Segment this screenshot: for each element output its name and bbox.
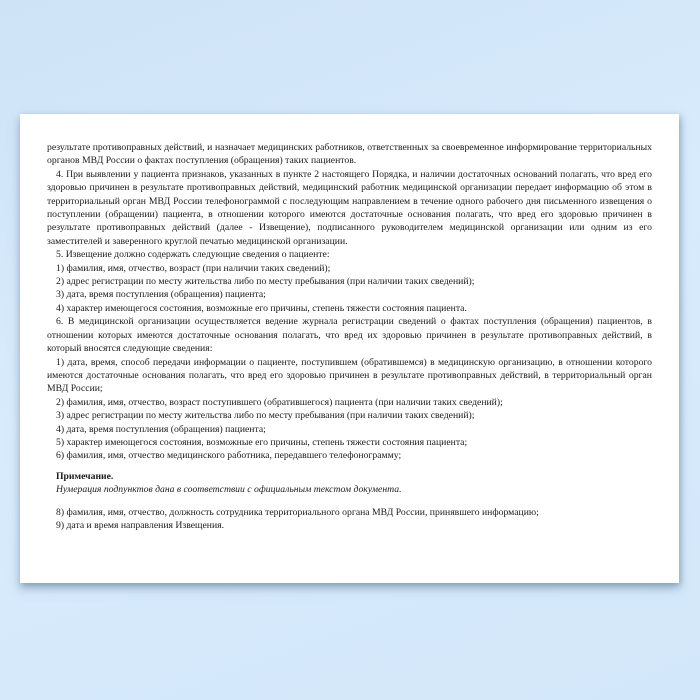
paragraph-journal-subitem-4: 4) дата, время поступления (обращения) пациента; <box>56 423 266 435</box>
paragraph-journal-subitem-9: 9) дата и время направления Извещения. <box>56 519 225 531</box>
document-text <box>47 141 652 532</box>
paragraph-journal-subitem-8: 8) фамилия, имя, отчество, должность сотрудника территориального органа МВД России, принявшего информацию; <box>56 506 539 518</box>
paragraph-journal-subitem-5: 5) характер имеющегося состояния, возможные его причины, степень тяжести состояния пациента; <box>56 436 468 448</box>
paragraph-journal-subitem-3: 3) адрес регистрации по месту жительства либо по месту пребывания (при наличии таких сведений); <box>56 410 475 422</box>
note-heading: Примечание. <box>56 470 114 482</box>
paragraph-journal-subitem-2: 2) фамилия, имя, отчество, возраст поступившего (обратившегося) пациента (при наличии таких сведений); <box>56 396 503 408</box>
paragraph-journal-subitem-1: 1) дата, время, способ передачи информации о пациенте, поступившем (обратившемся) в медицинскую организацию, в отношении которого имеются достаточные основания полагать, что вред его здоровью причинен в результате противоправных действий, в территориальный орган МВД России; <box>47 356 652 395</box>
note-text: Нумерация подпунктов дана в соответствии с официальным текстом документа. <box>56 484 402 496</box>
paragraph-item-6: 6. В медицинской организации осуществляется ведение журнала регистрации сведений о фактах поступления (обращения) пациентов, в отношении которых имеются достаточные основания полагать, что вред их здоровью причинен в результате противоправных действий, в который вносятся следующие сведения: <box>47 316 652 355</box>
paragraph-journal-subitem-6: 6) фамилия, имя, отчество медицинского работника, передавшего телефонограмму; <box>56 450 402 462</box>
paragraph-subitem-2: 2) адрес регистрации по месту жительства либо по месту пребывания (при наличии таких сведений); <box>56 276 475 288</box>
paragraph-subitem-4: 4) характер имеющегося состояния, возможные его причины, степень тяжести состояния пациента. <box>56 302 467 314</box>
document-page <box>20 114 679 583</box>
paragraph-subitem-1: 1) фамилия, имя, отчество, возраст (при наличии таких сведений); <box>56 262 331 274</box>
paragraph-item-5: 5. Извещение должно содержать следующие сведения о пациенте: <box>56 249 330 261</box>
paragraph-item-4: 4. При выявлении у пациента признаков, указанных в пункте 2 настоящего Порядка, и наличии достаточных оснований полагать, что вред его здоровью причинен в результате противоправных действий, медицинский работник медицинской организации передает информацию об этом в территориальный орган МВД России телефонограммой с последующим направлением в течение одного рабочего дня письменного извещения о поступлении (обращении) пациента, в отношении которого имеются достаточные основания полагать, что вред его здоровью причинен в результате противоправных действий (далее - Извещение), подписанного руководителем медицинской организации или одним из его заместителей и заверенного круглой печатью медицинской организации. <box>47 168 652 247</box>
paragraph-continuation: результате противоправных действий, и назначает медицинских работников, ответственных за своевременное информирование территориальных органов МВД России о фактах поступления (обращения) таких пациентов. <box>47 142 652 167</box>
paragraph-subitem-3: 3) дата, время поступления (обращения) пациента; <box>56 289 266 301</box>
